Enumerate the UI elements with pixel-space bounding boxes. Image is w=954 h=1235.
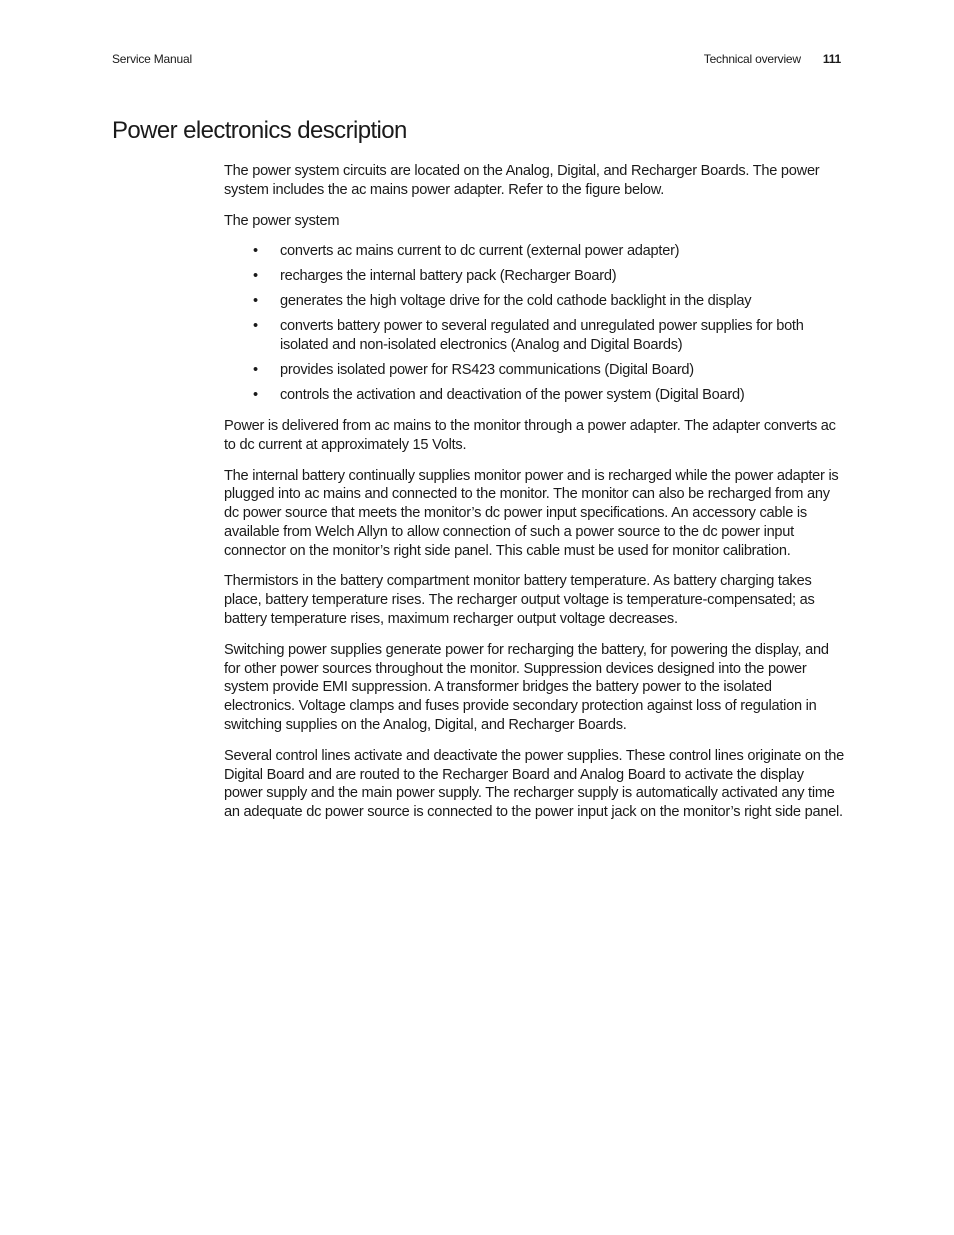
bullet-item [224,292,846,311]
bullet-icon: • [253,362,258,379]
power-system-bullet-list [224,242,846,405]
adapter-paragraph: Power is delivered from ac mains to the monitor through a power adapter. The adapter converts ac to dc current at approximately 15 Volts. [224,417,836,453]
bullet-item [224,317,846,355]
bullet-item [224,267,846,286]
list-lead-paragraph: The power system [224,212,340,229]
page-number: 111 [822,52,841,66]
bullet-text: provides isolated power for RS423 communications (Digital Board) [280,362,694,379]
running-header-manual-title: Service Manual [112,52,192,66]
bullet-item [224,386,846,405]
bullet-icon: • [253,243,258,260]
bullet-text: recharges the internal battery pack (Recharger Board) [280,268,617,285]
control-lines-paragraph: Several control lines activate and deactivate the power supplies. These control lines originate on the Digital Board and are routed to the Recharger Board and Analog Board to activate the display power supply and the main power supply. The recharger supply is automatically activated any time an adequate dc power source is connected to the power input jack on the monitor’s right side panel. [224,747,844,821]
bullet-text: converts ac mains current to dc current (external power adapter) [280,243,680,260]
bullet-icon: • [253,387,258,404]
bullet-text: generates the high voltage drive for the cold cathode backlight in the display [280,293,752,310]
bullet-icon: • [253,293,258,310]
switching-supplies-paragraph: Switching power supplies generate power for recharging the battery, for powering the display, and for other power sources throughout the monitor. Suppression devices designed into the power system provide EMI suppression. A transformer bridges the battery power to the isolated electronics. Voltage clamps and fuses provide secondary protection against loss of regulation in switching supplies on the Analog, Digital, and Recharger Boards. [224,641,829,734]
bullet-item [224,242,846,261]
running-header-section: Technical overview [703,52,801,66]
thermistor-paragraph: Thermistors in the battery compartment monitor battery temperature. As battery charging takes place, battery temperature rises. The recharger output voltage is temperature-compensated; as battery temperature rises, maximum recharger output voltage decreases. [224,573,815,628]
bullet-icon: • [253,318,258,335]
section-title: Power electronics description [112,117,407,144]
bullet-text: controls the activation and deactivation of the power system (Digital Board) [280,387,745,404]
intro-paragraph: The power system circuits are located on the Analog, Digital, and Recharger Boards. The power system includes the ac mains power adapter. Refer to the figure below. [224,163,820,198]
battery-paragraph: The internal battery continually supplies monitor power and is recharged while the power adapter is plugged into ac mains and connected to the monitor. The monitor can also be recharged from any dc power source that meets the monitor’s dc power input specifications. An accessory cable is available from Welch Allyn to allow connection of such a power source to the dc power input connector on the monitor’s right side panel. This cable must be used for monitor calibration. [224,467,839,559]
bullet-text: converts battery power to several regulated and unregulated power supplies for both isolated and non-isolated electronics (Analog and Digital Boards) [280,318,804,354]
running-header-right [704,52,841,66]
body-content [224,162,846,834]
bullet-item [224,361,846,380]
bullet-icon: • [253,268,258,285]
